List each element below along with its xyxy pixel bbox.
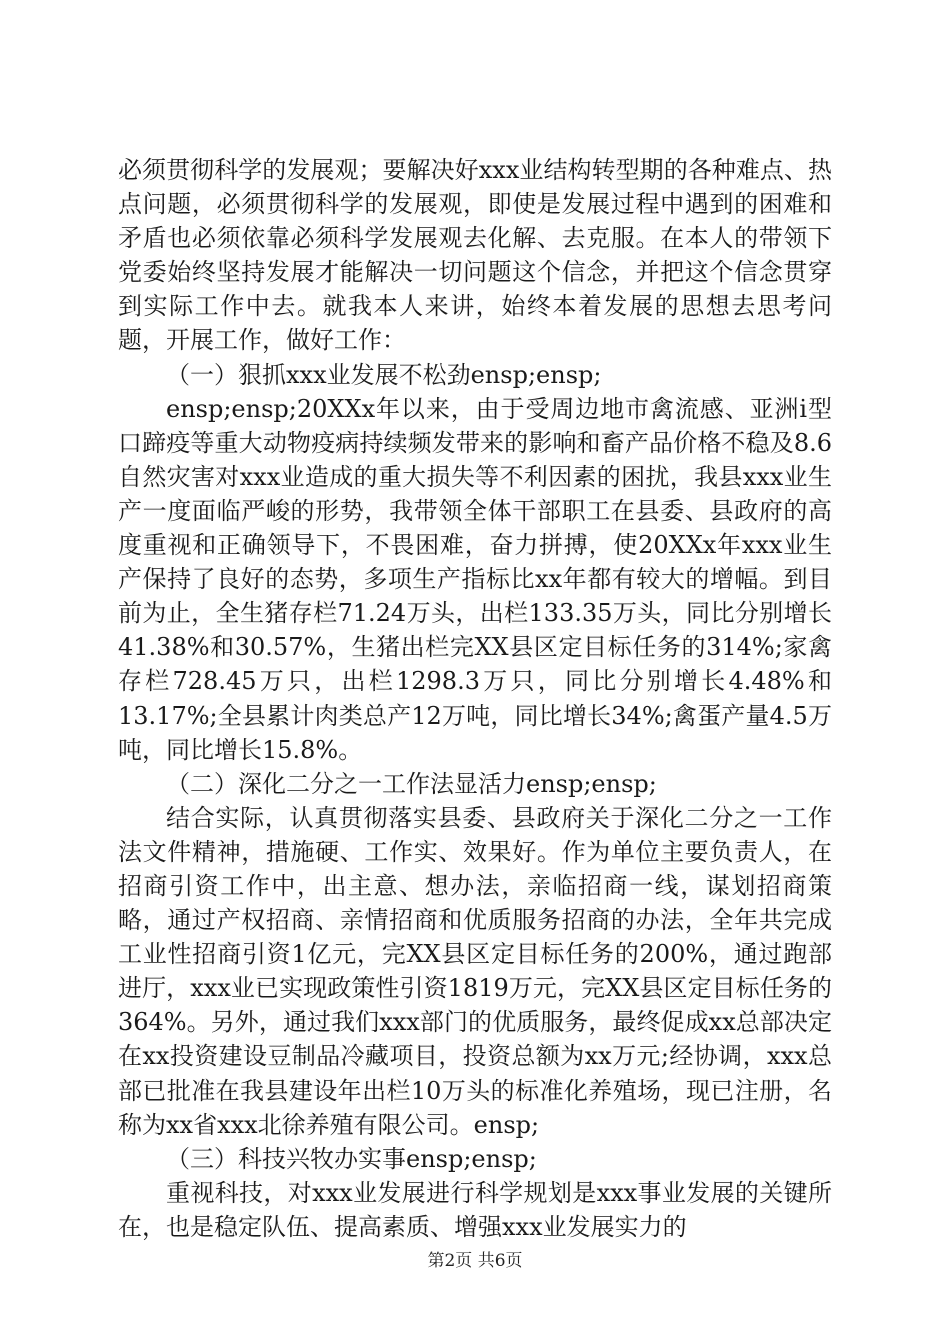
paragraph-section-1: ensp;ensp;20XXx年以来，由于受周边地市禽流感、亚洲i型口蹄疫等重大动物疫病持续频发带来的影响和畜产品价格不稳及8.6自然灾害对xxx业造成的重大损失等不利因素的困扰，我县xxx业生产一度面临严峻的形势，我带领全体干部职工在县委、县政府的高度重视和正确领导下，不畏困难，奋力拼搏，使20XXx年xxx业生产保持了良好的态势，多项生产指标比xx年都有较大的增幅。到目前为止，全生猪存栏71.24万头，出栏133.35万头，同比分别增长41.38%和30.57%，生猪出栏完XX县区定目标任务的314%;家禽存栏728.45万只，出栏1298.3万只，同比分别增长4.48%和13.17%;全县累计肉类总产12万吨，同比增长34%;禽蛋产量4.5万吨，同比增长15.8%。 [118,394,832,764]
section-heading-2: （二）深化二分之一工作法显活力ensp;ensp; [166,769,657,798]
section-heading-3: （三）科技兴牧办实事ensp;ensp; [166,1144,537,1173]
paragraph-section-3: 重视科技，对xxx业发展进行科学规划是xxx事业发展的关键所在，也是稳定队伍、提高素质、增强xxx业发展实力的 [118,1178,832,1241]
section-heading-1: （一）狠抓xxx业发展不松劲ensp;ensp; [166,360,602,389]
page-number-footer: 第2页 共6页 [427,1251,523,1271]
paragraph-intro: 必须贯彻科学的发展观；要解决好xxx业结构转型期的各种难点、热点问题，必须贯彻科学的发展观，即使是发展过程中遇到的困难和矛盾也必须依靠必须科学发展观去化解、去克服。在本人的带领下党委始终坚持发展才能解决一切问题这个信念，并把这个信念贯穿到实际工作中去。就我本人来讲，始终本着发展的思想去思考问题，开展工作，做好工作： [118,156,832,355]
paragraph-section-2: 结合实际，认真贯彻落实县委、县政府关于深化二分之一工作法文件精神，措施硬、工作实、效果好。作为单位主要负责人，在招商引资工作中，出主意、想办法，亲临招商一线，谋划招商策略，通过产权招商、亲情招商和优质服务招商的办法，全年共完成工业性招商引资1亿元，完XX县区定目标任务的200%，通过跑部进厅，xxx业已实现政策性引资1819万元，完XX县区定目标任务的364%。另外，通过我们xxx部门的优质服务，最终促成xx总部决定在xx投资建设豆制品冷藏项目，投资总额为xx万元;经协调，xxx总部已批准在我县建设年出栏10万头的标准化养殖场，现已注册，名称为xx省xxx北徐养殖有限公司。ensp; [118,803,832,1139]
document-body [118,153,832,1244]
